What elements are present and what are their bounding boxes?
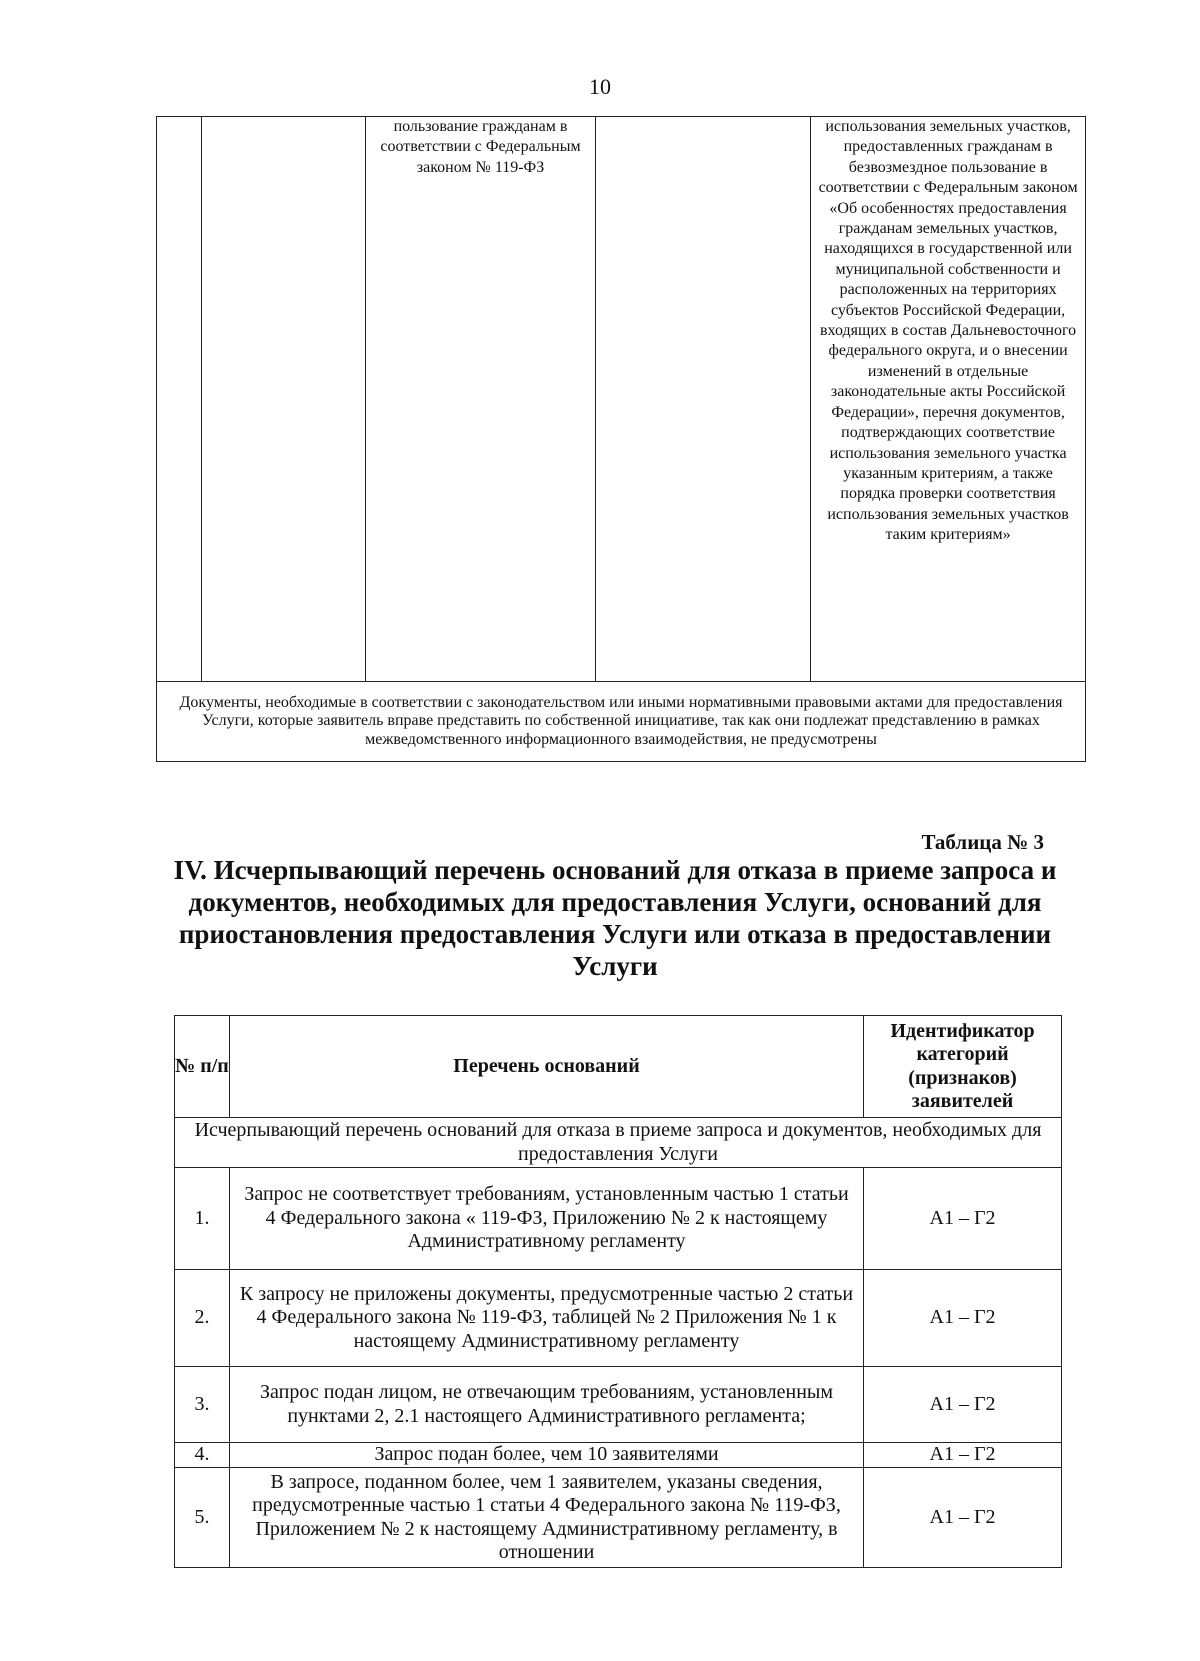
- row-reason: К запросу не приложены документы, предусмотренные частью 2 статьи 4 Федерального закона № 119-ФЗ, таблицей № 2 Приложения № 1 к настоящему Административному регламенту: [229, 1270, 863, 1367]
- header-identifier: Идентификатор категорий (признаков) заявителей: [864, 1016, 1062, 1118]
- table-row: [175, 1168, 1062, 1270]
- refusal-reasons-table: [174, 1015, 1062, 1568]
- table-cell: [595, 117, 810, 682]
- header-reasons: Перечень оснований: [229, 1016, 863, 1118]
- row-number: 5.: [175, 1468, 230, 1568]
- row-reason: Запрос не соответствует требованиям, установленным частью 1 статьи 4 Федерального закона « 119-ФЗ, Приложению № 2 к настоящему Административному регламенту: [229, 1168, 863, 1270]
- table-row: [157, 117, 1086, 682]
- row-number: 1.: [175, 1168, 230, 1270]
- table-caption: Таблица № 3: [921, 830, 1044, 854]
- table-header-row: [175, 1016, 1062, 1118]
- table-row: [175, 1443, 1062, 1468]
- row-reason: В запросе, поданном более, чем 1 заявителем, указаны сведения, предусмотренные частью 1 статьи 4 Федерального закона № 119-ФЗ, Приложением № 2 к настоящему Административному регламенту, в отношении: [229, 1468, 863, 1568]
- table-cell: [811, 117, 1086, 682]
- row-identifier: А1 – Г2: [864, 1468, 1062, 1568]
- table-row: [175, 1367, 1062, 1443]
- continuation-table: [156, 116, 1086, 762]
- row-number: 3.: [175, 1367, 230, 1443]
- table-cell: [366, 117, 596, 682]
- header-num: № п/п: [175, 1016, 230, 1118]
- table-row: [157, 682, 1086, 762]
- table-row: [175, 1270, 1062, 1367]
- row-identifier: А1 – Г2: [864, 1168, 1062, 1270]
- documents-note: Документы, необходимые в соответствии с законодательством или иными нормативными правовыми актами для предоставления Услуги, которые заявитель вправе представить по собственной инициативе, так как они подлежат представлению в рамках межведомственного информационного взаимодействия, не предусмотрены: [157, 682, 1086, 762]
- group-title: Исчерпывающий перечень оснований для отказа в приеме запроса и документов, необходимых для предоставления Услуги: [175, 1118, 1062, 1168]
- table-cell: [157, 117, 202, 682]
- cell-text: пользование гражданам в соответствии с Федеральным законом № 119-ФЗ: [380, 118, 581, 176]
- section-title: IV. Исчерпывающий перечень оснований для отказа в приеме запроса и документов, необходимых для предоставления Услуги, оснований для приостановления предоставления Услуги или отказа в предоставлении Услуги: [173, 855, 1057, 981]
- row-identifier: А1 – Г2: [864, 1367, 1062, 1443]
- row-reason: Запрос подан лицом, не отвечающим требованиям, установленным пунктами 2, 2.1 настоящего Административного регламента;: [229, 1367, 863, 1443]
- table-group-row: [175, 1118, 1062, 1168]
- row-identifier: А1 – Г2: [864, 1443, 1062, 1468]
- row-reason: Запрос подан более, чем 10 заявителями: [229, 1443, 863, 1468]
- row-number: 2.: [175, 1270, 230, 1367]
- table-cell: [202, 117, 366, 682]
- row-identifier: А1 – Г2: [864, 1270, 1062, 1367]
- table-row: [175, 1468, 1062, 1568]
- page-number: 10: [589, 74, 611, 99]
- row-number: 4.: [175, 1443, 230, 1468]
- cell-text: использования земельных участков, предоставленных гражданам в безвозмездное пользование в соответствии с Федеральным законом «Об особенностях предоставления гражданам земельных участков, находящихся в государственной или муниципальной собственности и расположенных на территориях субъектов Российской Федерации, входящих в состав Дальневосточного федерального округа, и о внесении изменений в отдельные законодательные акты Российской Федерации», перечня документов, подтверждающих соответствие использования земельного участка указанным критериям, а также порядка проверки соответствия использования земельных участков таким критериям»: [818, 118, 1078, 544]
